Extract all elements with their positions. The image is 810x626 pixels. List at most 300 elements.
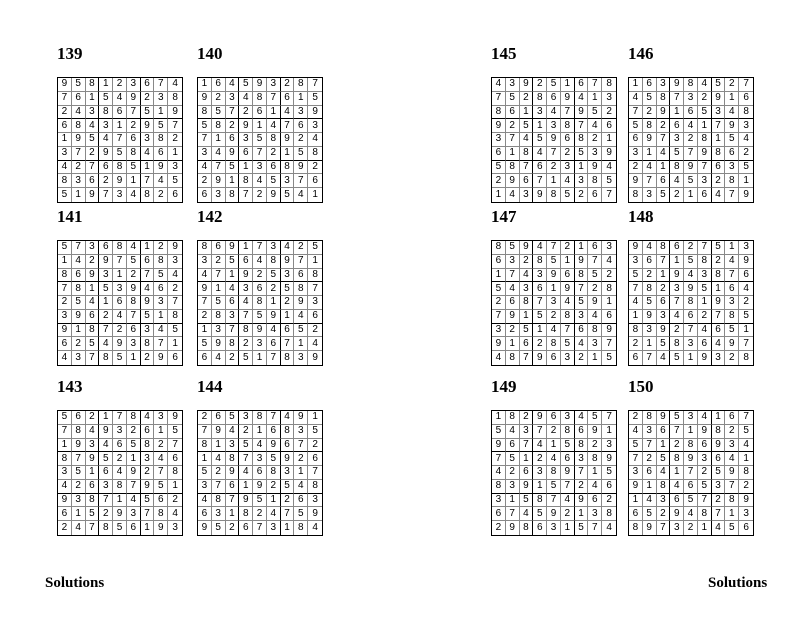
grid-cell: 3 [239,282,253,296]
grid-cell: 5 [113,521,127,535]
grid-cell: 4 [657,351,671,365]
grid-cell: 7 [267,92,281,106]
grid-cell: 1 [281,521,295,535]
grid-cell: 8 [113,161,127,175]
grid-cell: 4 [212,351,226,365]
grid-cell: 9 [725,119,739,133]
grid-cell: 4 [99,337,113,351]
grid-cell: 4 [113,310,127,324]
grid-cell: 9 [253,78,267,92]
sudoku-puzzle [628,44,754,203]
grid-cell: 4 [127,241,141,255]
grid-cell: 6 [643,466,657,480]
grid-cell: 3 [698,269,712,283]
puzzle-number: 149 [491,377,517,396]
grid-cell: 9 [712,92,726,106]
grid-cell: 4 [588,480,602,494]
grid-cell: 8 [561,425,575,439]
grid-cell: 2 [602,106,616,120]
grid-cell: 1 [99,296,113,310]
grid-cell: 4 [239,466,253,480]
grid-cell: 8 [86,494,100,508]
grid-cell: 7 [267,411,281,425]
grid-cell: 6 [294,494,308,508]
grid-cell: 2 [725,78,739,92]
grid-cell: 5 [253,310,267,324]
grid-cell: 2 [127,269,141,283]
grid-cell: 3 [520,282,534,296]
grid-cell: 8 [602,507,616,521]
grid-cell: 1 [588,351,602,365]
grid-cell: 2 [113,452,127,466]
grid-cell: 1 [72,507,86,521]
grid-cell: 6 [712,324,726,338]
grid-cell: 5 [58,241,72,255]
grid-cell: 3 [561,351,575,365]
grid-cell: 7 [492,92,506,106]
grid-cell: 7 [72,147,86,161]
grid-cell: 7 [588,78,602,92]
grid-cell: 6 [520,174,534,188]
grid-cell: 5 [533,507,547,521]
grid-cell: 6 [267,161,281,175]
grid-cell: 6 [141,255,155,269]
sudoku-grid [57,410,183,536]
grid-cell: 6 [492,147,506,161]
grid-cell: 8 [743,352,749,364]
grid-cell: 7 [670,296,684,310]
grid-cell: 6 [588,494,602,508]
grid-cell: 4 [684,269,698,283]
grid-cell: 3 [141,133,155,147]
grid-cell: 1 [739,452,753,466]
grid-cell: 6 [670,241,684,255]
grid-cell: 7 [643,174,657,188]
grid-cell: 8 [520,147,534,161]
grid-cell: 9 [575,255,589,269]
grid-cell: 1 [670,466,684,480]
grid-cell: 8 [712,425,726,439]
grid-cell: 1 [492,269,506,283]
grid-cell: 9 [533,411,547,425]
grid-cell: 8 [127,411,141,425]
grid-cell: 1 [294,92,308,106]
grid-cell: 3 [141,452,155,466]
grid-cell: 8 [267,466,281,480]
grid-cell: 2 [86,255,100,269]
grid-cell: 6 [643,255,657,269]
grid-cell: 2 [281,78,295,92]
grid-cell: 8 [506,161,520,175]
grid-cell: 9 [99,255,113,269]
grid-cell: 4 [588,310,602,324]
grid-cell: 1 [561,255,575,269]
grid-cell: 9 [86,452,100,466]
grid-cell: 1 [506,147,520,161]
grid-cell: 2 [253,507,267,521]
grid-cell: 6 [712,161,726,175]
grid-cell: 5 [113,351,127,365]
grid-cell: 1 [657,439,671,453]
grid-cell: 1 [267,494,281,508]
grid-cell: 8 [657,241,671,255]
grid-cell: 3 [670,521,684,535]
grid-cell: 5 [712,78,726,92]
grid-cell: 2 [308,161,322,175]
grid-cell: 3 [99,480,113,494]
grid-cell: 2 [643,269,657,283]
grid-cell: 7 [198,133,212,147]
grid-cell: 1 [141,161,155,175]
grid-cell: 9 [602,147,616,161]
grid-cell: 2 [575,351,589,365]
grid-cell: 2 [253,269,267,283]
grid-cell: 2 [629,161,643,175]
grid-cell: 2 [86,147,100,161]
grid-cell: 3 [657,310,671,324]
grid-cell: 7 [154,78,168,92]
grid-cell: 4 [533,439,547,453]
grid-cell: 8 [99,521,113,535]
grid-cell: 6 [575,324,589,338]
grid-cell: 8 [712,269,726,283]
grid-cell: 7 [561,106,575,120]
grid-cell: 9 [561,282,575,296]
grid-cell: 9 [239,494,253,508]
grid-cell: 3 [127,78,141,92]
grid-cell: 5 [212,296,226,310]
grid-cell: 7 [712,310,726,324]
grid-cell: 5 [739,310,753,324]
grid-cell: 6 [141,78,155,92]
grid-cell: 4 [267,119,281,133]
grid-cell: 7 [506,269,520,283]
grid-cell: 3 [267,241,281,255]
grid-cell: 5 [698,282,712,296]
grid-cell: 1 [629,310,643,324]
grid-cell: 6 [588,241,602,255]
grid-cell: 5 [684,174,698,188]
grid-cell: 5 [72,78,86,92]
grid-cell: 7 [253,521,267,535]
grid-cell: 7 [643,439,657,453]
grid-cell: 8 [520,521,534,535]
grid-cell: 7 [684,324,698,338]
grid-cell: 6 [127,324,141,338]
grid-cell: 3 [588,337,602,351]
grid-cell: 4 [520,133,534,147]
grid-cell: 7 [239,188,253,202]
grid-cell: 4 [657,466,671,480]
grid-cell: 2 [154,188,168,202]
grid-cell: 7 [113,133,127,147]
puzzle-number: 142 [197,207,223,226]
grid-cell: 7 [561,480,575,494]
grid-cell: 3 [113,282,127,296]
sudoku-puzzle [491,207,617,366]
grid-cell: 4 [58,480,72,494]
grid-cell: 4 [198,494,212,508]
grid-cell: 4 [712,337,726,351]
grid-cell: 7 [547,147,561,161]
grid-cell: 8 [168,310,182,324]
grid-cell: 1 [281,310,295,324]
grid-cell: 2 [168,282,182,296]
grid-cell: 4 [520,507,534,521]
grid-cell: 1 [267,106,281,120]
grid-cell: 3 [154,92,168,106]
grid-cell: 5 [226,161,240,175]
sudoku-grid [57,240,183,366]
grid-cell: 4 [698,411,712,425]
puzzle-number: 147 [491,207,517,226]
grid-cell: 7 [198,425,212,439]
grid-cell: 7 [294,439,308,453]
grid-cell: 3 [670,133,684,147]
grid-cell: 6 [113,296,127,310]
grid-cell: 8 [739,466,753,480]
grid-cell: 1 [602,425,616,439]
grid-cell: 9 [725,466,739,480]
grid-cell: 2 [725,425,739,439]
grid-cell: 5 [698,106,712,120]
puzzle-number: 141 [57,207,83,226]
grid-cell: 5 [212,106,226,120]
grid-cell: 6 [547,351,561,365]
grid-cell: 7 [294,255,308,269]
grid-cell: 6 [698,337,712,351]
grid-cell: 2 [239,425,253,439]
grid-cell: 7 [99,324,113,338]
grid-cell: 2 [226,119,240,133]
grid-cell: 2 [657,282,671,296]
grid-cell: 1 [281,147,295,161]
grid-cell: 2 [712,255,726,269]
grid-cell: 3 [492,494,506,508]
grid-cell: 1 [312,189,318,201]
grid-cell: 4 [547,106,561,120]
grid-cell: 2 [575,188,589,202]
grid-cell: 8 [629,324,643,338]
grid-cell: 4 [602,161,616,175]
grid-cell: 6 [739,92,753,106]
grid-cell: 7 [533,425,547,439]
grid-cell: 1 [712,282,726,296]
sudoku-puzzle [57,44,183,203]
grid-cell: 1 [198,324,212,338]
puzzle-number: 143 [57,377,83,396]
grid-cell: 6 [267,337,281,351]
grid-cell: 7 [141,507,155,521]
grid-cell: 2 [58,296,72,310]
grid-cell: 6 [533,282,547,296]
grid-cell: 8 [168,92,182,106]
grid-cell: 2 [127,425,141,439]
grid-cell: 1 [226,174,240,188]
grid-cell: 5 [141,106,155,120]
grid-cell: 4 [154,452,168,466]
grid-cell: 3 [575,174,589,188]
grid-cell: 1 [575,507,589,521]
grid-cell: 7 [168,439,182,453]
grid-cell: 4 [198,161,212,175]
grid-cell: 7 [58,92,72,106]
grid-cell: 5 [267,174,281,188]
grid-cell: 7 [127,310,141,324]
grid-cell: 6 [657,174,671,188]
grid-cell: 5 [58,188,72,202]
grid-cell: 1 [226,269,240,283]
grid-cell: 1 [99,411,113,425]
grid-cell: 5 [629,119,643,133]
grid-cell: 7 [492,310,506,324]
grid-cell: 6 [520,466,534,480]
grid-cell: 4 [72,255,86,269]
grid-cell: 8 [575,133,589,147]
grid-cell: 9 [141,296,155,310]
grid-cell: 2 [154,439,168,453]
grid-cell: 8 [547,337,561,351]
grid-cell: 9 [99,147,113,161]
grid-cell: 3 [698,452,712,466]
grid-cell: 1 [294,337,308,351]
grid-cell: 7 [629,282,643,296]
grid-cell: 2 [226,351,240,365]
grid-cell: 2 [294,133,308,147]
grid-cell: 7 [294,174,308,188]
grid-cell: 2 [739,480,753,494]
grid-cell: 2 [99,507,113,521]
grid-cell: 3 [561,161,575,175]
puzzle-number: 146 [628,44,654,63]
grid-cell: 8 [267,133,281,147]
grid-cell: 9 [547,133,561,147]
grid-cell: 6 [281,92,295,106]
grid-cell: 9 [127,282,141,296]
grid-cell: 6 [58,507,72,521]
grid-cell: 6 [684,310,698,324]
grid-cell: 1 [698,296,712,310]
grid-cell: 8 [308,480,322,494]
grid-cell: 2 [267,282,281,296]
grid-cell: 3 [588,147,602,161]
grid-cell: 5 [281,188,295,202]
grid-cell: 2 [127,119,141,133]
grid-cell: 9 [72,133,86,147]
grid-cell: 5 [698,480,712,494]
grid-cell: 5 [506,92,520,106]
grid-cell: 2 [561,507,575,521]
grid-cell: 3 [561,411,575,425]
grid-cell: 4 [712,188,726,202]
grid-cell: 4 [492,351,506,365]
grid-cell: 8 [492,480,506,494]
grid-cell: 6 [113,106,127,120]
grid-cell: 5 [168,174,182,188]
grid-cell: 9 [58,78,72,92]
grid-cell: 6 [725,411,739,425]
grid-cell: 1 [712,411,726,425]
grid-cell: 8 [547,466,561,480]
grid-cell: 6 [281,324,295,338]
grid-cell: 9 [168,411,182,425]
grid-cell: 3 [657,494,671,508]
grid-cell: 6 [657,425,671,439]
grid-cell: 8 [198,106,212,120]
grid-cell: 6 [629,351,643,365]
grid-cell: 9 [99,425,113,439]
grid-cell: 6 [127,133,141,147]
grid-cell: 6 [657,296,671,310]
grid-cell: 6 [154,282,168,296]
grid-cell: 7 [712,507,726,521]
grid-cell: 6 [308,452,322,466]
sudoku-grid [628,410,754,536]
grid-cell: 1 [533,119,547,133]
footer-left-label: Solutions [45,575,105,591]
grid-cell: 2 [739,147,753,161]
grid-cell: 1 [520,106,534,120]
grid-cell: 4 [281,411,295,425]
grid-cell: 4 [72,106,86,120]
grid-cell: 3 [86,106,100,120]
grid-cell: 2 [58,106,72,120]
grid-cell: 5 [657,452,671,466]
grid-cell: 7 [561,324,575,338]
grid-cell: 4 [670,310,684,324]
grid-cell: 7 [226,494,240,508]
grid-cell: 1 [520,310,534,324]
grid-cell: 2 [588,282,602,296]
grid-cell: 8 [506,351,520,365]
grid-cell: 6 [698,439,712,453]
grid-cell: 9 [212,337,226,351]
grid-cell: 1 [533,324,547,338]
grid-cell: 8 [725,310,739,324]
grid-cell: 3 [629,255,643,269]
grid-cell: 2 [670,188,684,202]
grid-cell: 6 [253,466,267,480]
grid-cell: 4 [113,466,127,480]
grid-cell: 7 [72,452,86,466]
sudoku-grid [491,410,617,536]
grid-cell: 7 [588,255,602,269]
grid-cell: 6 [533,521,547,535]
grid-cell: 8 [239,507,253,521]
grid-cell: 2 [239,337,253,351]
grid-cell: 4 [698,78,712,92]
grid-cell: 4 [643,161,657,175]
grid-cell: 7 [239,452,253,466]
grid-cell: 7 [547,241,561,255]
grid-cell: 2 [698,310,712,324]
grid-cell: 6 [212,411,226,425]
grid-cell: 3 [127,337,141,351]
grid-cell: 9 [698,351,712,365]
grid-cell: 5 [561,188,575,202]
sudoku-puzzle [491,377,617,536]
grid-cell: 3 [127,507,141,521]
sudoku-puzzle [197,207,323,366]
grid-cell: 7 [725,188,739,202]
grid-cell: 5 [226,255,240,269]
grid-cell: 5 [547,255,561,269]
grid-cell: 6 [492,507,506,521]
grid-cell: 8 [698,255,712,269]
grid-cell: 6 [561,133,575,147]
grid-cell: 8 [198,439,212,453]
grid-cell: 1 [72,324,86,338]
